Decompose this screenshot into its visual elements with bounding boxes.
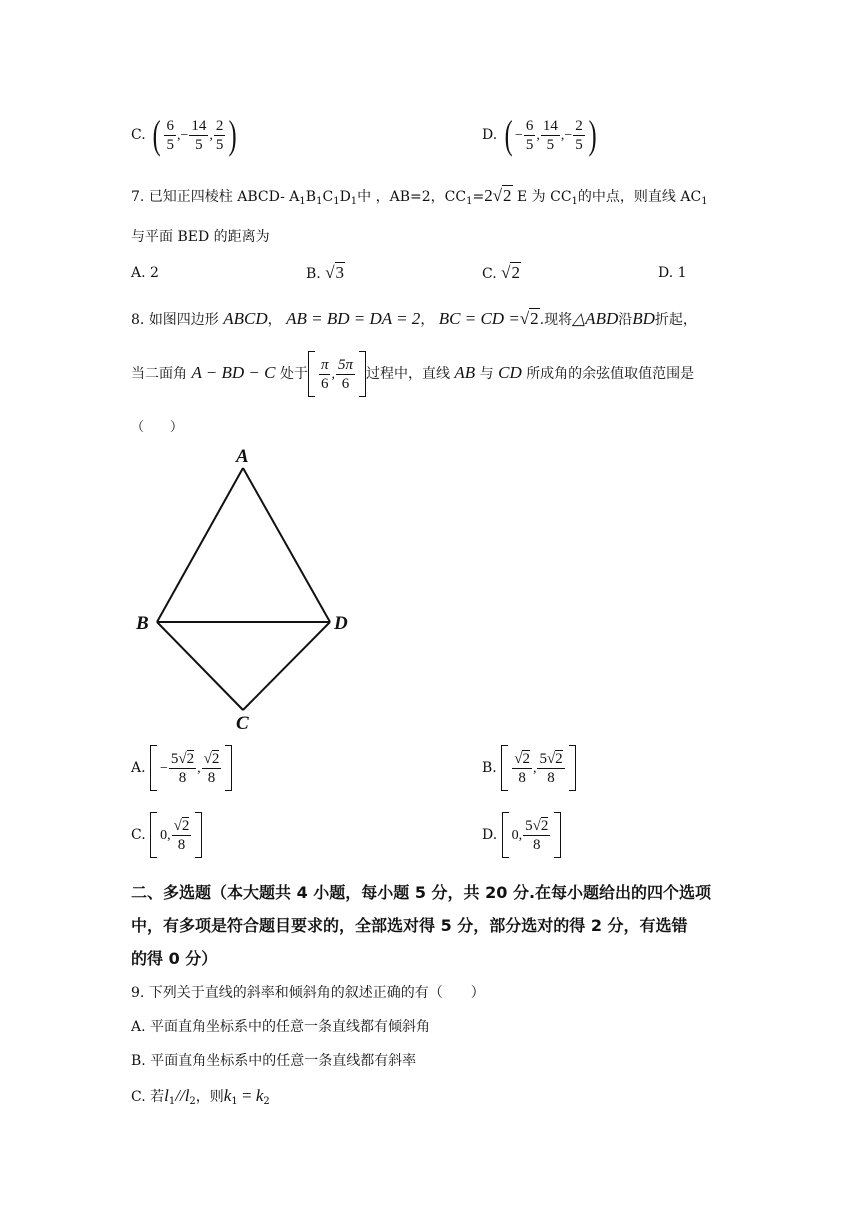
q8-option-d[interactable]: D. 0, $\frac{5√2}{8}$ [482, 812, 561, 858]
vertex-label-b: B [136, 613, 149, 634]
fraction: $\frac{\pi}{6}$ [320, 356, 329, 392]
q9-option-a[interactable]: A. 平面直角坐标系中的任意一条直线都有倾斜角 [131, 1019, 431, 1035]
fraction: $\frac{6}{5}$ [525, 117, 534, 153]
edge-bc [157, 622, 243, 710]
q7-option-a[interactable]: A. 2 [131, 265, 159, 281]
vertex-label-d: D [334, 613, 348, 634]
left-paren: ( [152, 112, 161, 157]
q6-option-c[interactable]: C. ( $\frac{6}{5}$ ,− $\frac{14}{5}$ , $\frac{2}{5}$ ) [131, 112, 238, 157]
fraction: $\frac{6}{5}$ [166, 117, 174, 153]
q7-option-d[interactable]: D. 1 [658, 265, 687, 281]
q8-option-c[interactable]: C. 0, $\frac{√2}{8}$ [131, 812, 202, 858]
right-bracket [359, 351, 366, 397]
sqrt-expression: 2√2 [484, 186, 512, 205]
fraction: $\frac{2}{5}$ [215, 117, 224, 153]
option-label: C. [131, 127, 146, 143]
q7-option-c[interactable]: C. √2 [482, 263, 520, 282]
right-paren: ) [588, 112, 597, 157]
q9-option-c[interactable]: C. 若$l_1//l_2$，则$k_1 = k_2$ [131, 1086, 270, 1107]
edge-dc [243, 622, 330, 710]
q7-option-b[interactable]: B. √3 [306, 263, 345, 282]
fraction: $\frac{14}{5}$ [191, 117, 207, 153]
q8-option-b[interactable]: B. $\frac{√2}{8}$ , $\frac{5√2}{8}$ [482, 745, 576, 791]
edge-ad [243, 468, 330, 622]
q9-stem: 9. 下列关于直线的斜率和倾斜角的叙述正确的有（ ） [131, 985, 485, 1001]
section-heading-line2: 中，有多项是符合题目要求的，全部选对得 5 分，部分选对的得 2 分，有选错 [131, 916, 688, 935]
left-paren: ( [504, 112, 513, 157]
section-heading-line1: 二、多选题（本大题共 4 小题，每小题 5 分，共 20 分.在每小题给出的四个选项 [131, 883, 712, 902]
quadrilateral-figure [130, 440, 370, 740]
fraction: $\frac{5\pi}{6}$ [337, 356, 353, 392]
vertex-label-c: C [236, 713, 249, 734]
q7-stem-line1: 7. 已知正四棱柱 ABCD- $A_1B_1C_1D_1$中 ，AB=2，$CC_1=2√2$ E 为 $CC_1$的中点，则直线 $AC_1$ [131, 186, 708, 207]
q8-stem-line1: 8. 如图四边形 ABCD， AB = BD = DA = 2， BC = CD =√2.现将△ABD沿BD折起， [131, 309, 697, 328]
right-paren: ) [229, 112, 238, 157]
edge-ab [157, 468, 243, 622]
section-heading-line3: 的得 0 分） [131, 949, 218, 968]
q8-stem-line2: 当二面角 A − BD − C 处于 $\frac{\pi}{6}$ , $\frac{5\pi}{6}$ 过程中，直线 AB 与 CD 所成角的余弦值取值范围是 [131, 351, 694, 397]
answer-blank: （ ） [131, 420, 184, 435]
q6-option-d[interactable]: D. ( − $\frac{6}{5}$ , $\frac{14}{5}$ ,− $\frac{2}{5}$ ) [482, 112, 597, 157]
option-label: D. [482, 127, 498, 143]
left-bracket [308, 351, 315, 397]
q9-option-b[interactable]: B. 平面直角坐标系中的任意一条直线都有斜率 [131, 1053, 417, 1069]
q8-option-a[interactable]: A. − $\frac{5√2}{8}$ , $\frac{√2}{8}$ [131, 745, 232, 791]
q7-stem-line2: 与平面 BED 的距离为 [131, 229, 270, 245]
fraction: $\frac{14}{5}$ [542, 117, 558, 153]
vertex-label-a: A [236, 446, 249, 467]
fraction: $\frac{2}{5}$ [575, 117, 583, 153]
